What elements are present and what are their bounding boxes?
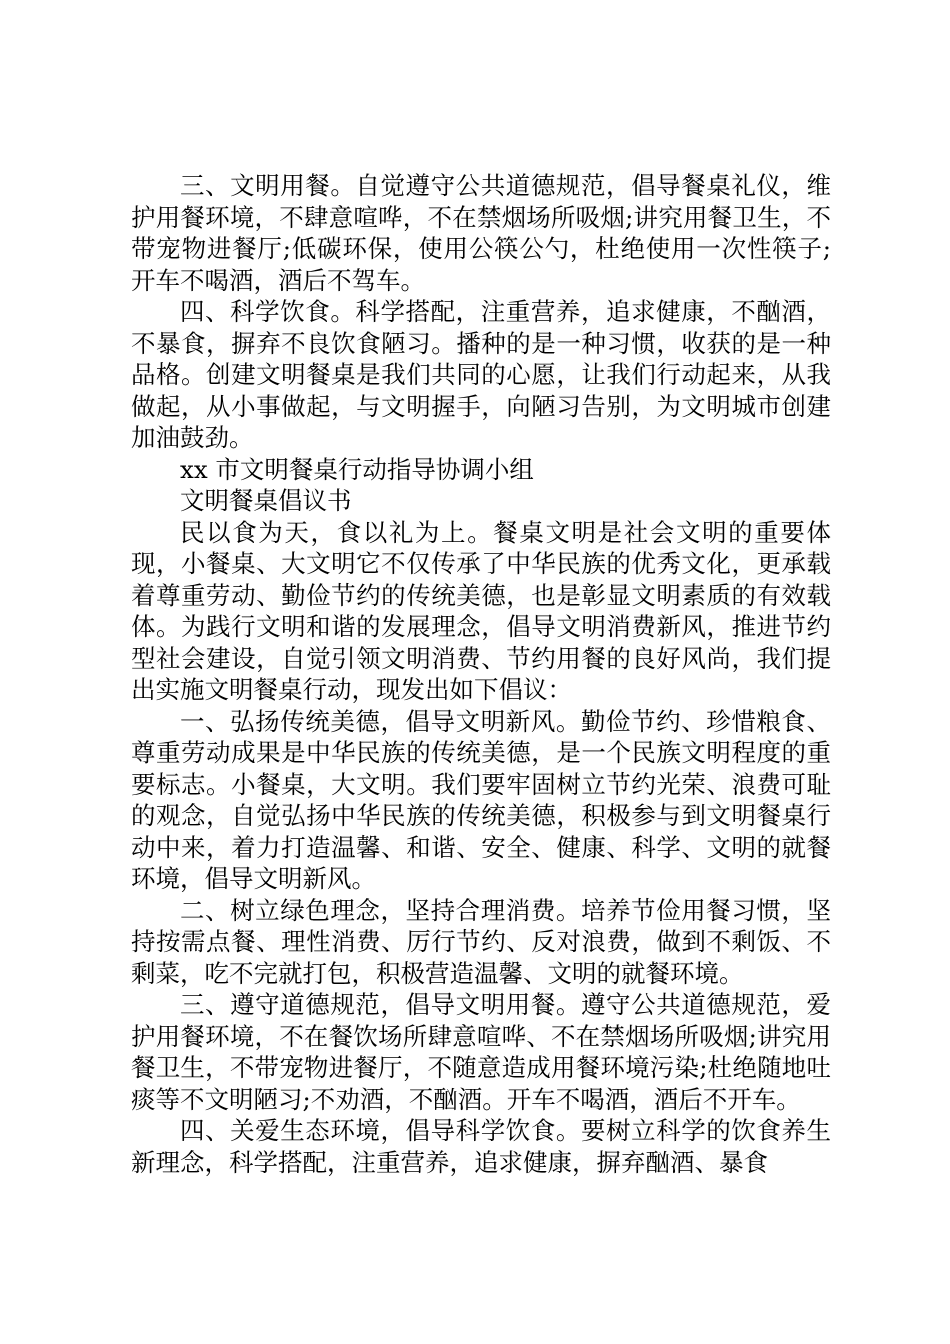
paragraph-proposal-1: 一、弘扬传统美德，倡导文明新风。勤俭节约、珍惜粮食、尊重劳动成果是中华民族的传统美德，是一个民族文明程度的重要标志。小餐桌，大文明。我们要牢固树立节约光荣、浪费可耻的观念，自觉弘扬中华民族的传统美德，积极参与到文明餐桌行动中来，着力打造温馨、和谐、安全、健康、科学、文明的就餐环境，倡导文明新风。 — [131, 706, 831, 893]
document-title: 文明餐桌倡议书 — [180, 486, 352, 515]
document-body — [131, 170, 831, 1178]
paragraph-proposal-2: 二、树立绿色理念，坚持合理消费。培养节俭用餐习惯，坚持按需点餐、理性消费、厉行节约、反对浪费，做到不剩饭、不剩菜，吃不完就打包，积极营造温馨、文明的就餐环境。 — [131, 895, 831, 988]
paragraph-civilized-dining: 三、文明用餐。自觉遵守公共道德规范，倡导餐桌礼仪，维护用餐环境，不肆意喧哗，不在禁烟场所吸烟;讲究用餐卫生，不带宠物进餐厅;低碳环保，使用公筷公勺，杜绝使用一次性筷子;开车不喝酒，酒后不驾车。 — [131, 171, 831, 295]
paragraph-proposal-4: 四、关爱生态环境，倡导科学饮食。要树立科学的饮食养生新理念，科学搭配，注重营养，追求健康，摒弃酗酒、暴食 — [131, 1116, 831, 1177]
paragraph-introduction: 民以食为天，食以礼为上。餐桌文明是社会文明的重要体现，小餐桌、大文明它不仅传承了中华民族的优秀文化，更承载着尊重劳动、勤俭节约的传统美德，也是彰显文明素质的有效载体。为践行文明和谐的发展理念，倡导文明消费新风，推进节约型社会建设，自觉引领文明消费、节约用餐的良好风尚，我们提出实施文明餐桌行动，现发出如下倡议： — [131, 517, 831, 704]
signature-organization: xx 市文明餐桌行动指导协调小组 — [180, 454, 534, 484]
paragraph-proposal-3: 三、遵守道德规范，倡导文明用餐。遵守公共道德规范，爱护用餐环境，不在餐饮场所肆意喧哗、不在禁烟场所吸烟;讲究用餐卫生，不带宠物进餐厅，不随意造成用餐环境污染;杜绝随地吐痰等不文明陋习;不劝酒，不酗酒。开车不喝酒，酒后不开车。 — [131, 990, 831, 1114]
paragraph-scientific-diet: 四、科学饮食。科学搭配，注重营养，追求健康，不酗酒，不暴食，摒弃不良饮食陋习。播种的是一种习惯，收获的是一种品格。创建文明餐桌是我们共同的心愿，让我们行动起来，从我做起，从小事做起，与文明握手，向陋习告别，为文明城市创建加油鼓劲。 — [131, 297, 831, 452]
